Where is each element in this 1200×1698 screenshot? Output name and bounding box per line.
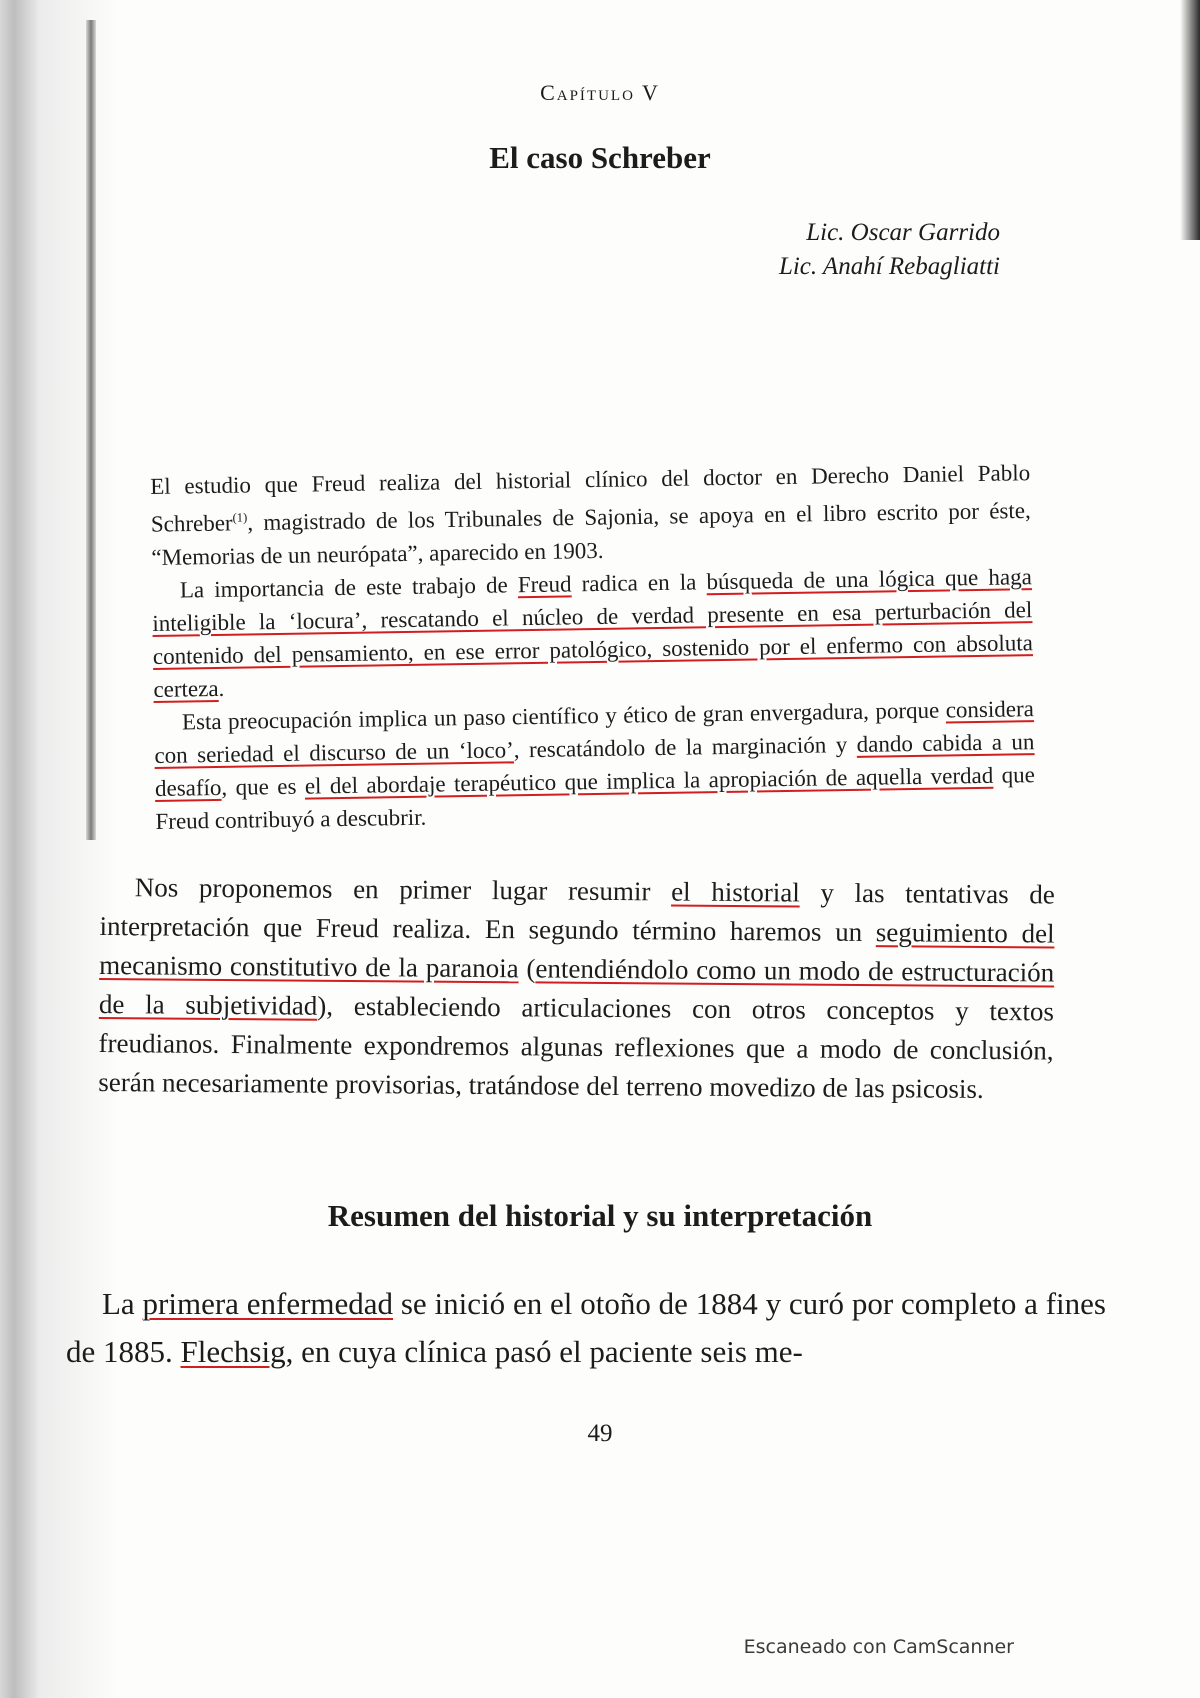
aims-paragraph [98, 868, 1055, 1109]
text-segment: que Freud contribuyó a descubrir. [155, 761, 1036, 834]
underlined-text: Freud [517, 571, 572, 597]
text-segment: , rescatándolo de la marginación y [513, 731, 857, 762]
author-1: Lic. Oscar Garrido [806, 219, 1000, 246]
text-segment: , magistrado de los Tribunales de Sajonia, se apoya en el libro escrito por éste, “Memorias de un neurópata”, aparecido en 1903. [151, 497, 1031, 570]
text-segment: se inició en el otoño de 1884 y curó por completo a fines de 1885. [66, 1286, 1106, 1369]
section-paragraph [66, 1280, 1106, 1376]
underlined-text: considera con seriedad el discurso de un ‘loco’ [154, 695, 1035, 768]
underlined-text: el historial [671, 876, 800, 908]
intro-paragraph-2 [152, 560, 1034, 706]
author-2: Lic. Anahí Rebagliatti [778, 253, 1000, 280]
aims-text [98, 868, 1055, 1109]
chapter-title: El caso Schreber [489, 140, 711, 175]
chapter-label: Capítulo V [540, 80, 660, 105]
underlined-text: búsqueda de una lógica que haga inteligible la ‘locura’, rescatando el núcleo de verdad presente en esa perturbación del contenido del pensamiento, en ese error patológico, sostenido por el enfermo con absoluta certeza [152, 563, 1034, 702]
text-segment: La importancia de este trabajo de [179, 571, 519, 603]
text-segment: ), estableciendo articulaciones con otros conceptos y textos freudianos. Finalmente expondremos algunas reflexiones que a modo de conclusión, serán necesariamente provisorias, tratándose del terreno movedizo de las psicosis. [98, 990, 1055, 1104]
text-segment: Nos proponemos en primer lugar resumir [134, 872, 672, 907]
text-segment: , en cuya clínica pasó el paciente seis me- [285, 1334, 803, 1369]
section-text [66, 1280, 1106, 1376]
underlined-text: el del abordaje terapéutico que implica la apropiación de aquella verdad [304, 762, 994, 799]
underlined-text: Flechsig [180, 1334, 286, 1369]
text-segment: ( [518, 953, 536, 984]
text-segment: La [102, 1286, 143, 1321]
underlined-text: seguimiento del mecanismo constitutivo de la paranoia [99, 917, 1055, 984]
text-segment: . [218, 675, 225, 701]
page-number: 49 [587, 1420, 613, 1447]
intro-paragraph-3 [154, 692, 1036, 838]
text-segment: El estudio que Freud realiza del historial clínico del doctor en Derecho Daniel Pablo Schreber [150, 460, 1031, 537]
page-right-shadow [1180, 0, 1200, 240]
footnote-reference: (1) [232, 510, 248, 525]
intro-paragraph-1 [150, 456, 1032, 573]
camscanner-watermark: Escaneado con CamScanner [743, 1636, 1014, 1658]
text-segment: , que es [221, 773, 306, 800]
section-heading: Resumen del historial y su interpretación [327, 1198, 873, 1233]
text-segment: radica en la [571, 568, 707, 597]
underlined-text: primera enfermedad [142, 1286, 394, 1321]
intro-text [150, 456, 1036, 837]
underlined-text: entendiéndolo como un modo de estructuración de la subjetividad [98, 953, 1055, 1021]
text-segment: Esta preocupación implica un paso científico y ético de gran envergadura, porque [181, 697, 946, 735]
text-segment: y las tentativas de interpretación que Freud realiza. En segundo término haremos un [99, 877, 1055, 948]
underlined-text: dando cabida a un desafío [154, 728, 1035, 801]
authors [779, 216, 1000, 284]
